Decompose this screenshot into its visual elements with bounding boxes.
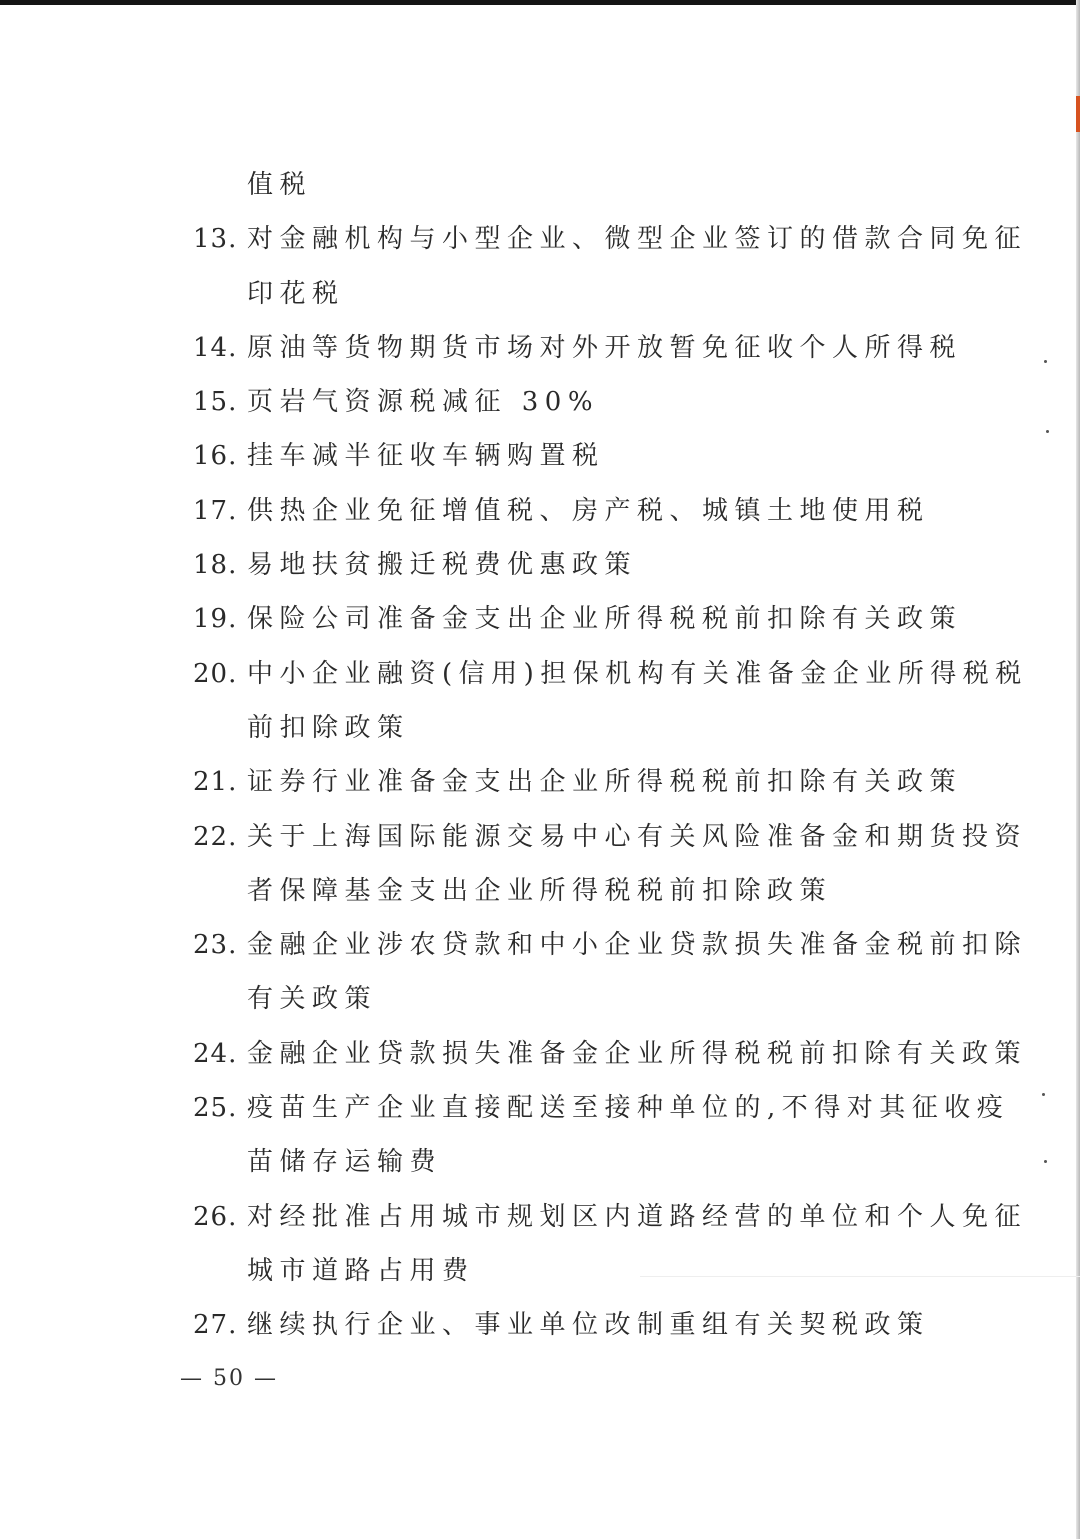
item-number: 14. — [193, 332, 238, 363]
item-text: 保险公司准备金支出企业所得税税前扣除有关政策 — [247, 604, 963, 635]
list-item — [193, 538, 951, 592]
item-text: 页岩气资源税减征 30% — [247, 387, 600, 418]
scan-top-border — [0, 0, 1080, 5]
item-text: 挂车减半征收车辆购置税 — [247, 441, 605, 472]
item-number: 20. — [193, 658, 238, 689]
document-body — [193, 158, 1028, 1353]
binding-mark — [1076, 96, 1080, 132]
list-item — [193, 1027, 1028, 1081]
list-item — [193, 1190, 1028, 1244]
list-item — [193, 375, 951, 429]
item-text: 对金融机构与小型企业、微型企业签订的借款合同免征 — [247, 224, 1028, 255]
item-number: 19. — [193, 604, 238, 635]
item-text: 前扣除政策 — [247, 712, 410, 743]
list-item — [193, 321, 963, 375]
list-item — [193, 592, 963, 646]
item-number: 24. — [193, 1038, 238, 1069]
item-text: 金融企业涉农贷款和中小企业贷款损失准备金税前扣除 — [247, 930, 1028, 961]
item-text: 苗储存运输费 — [247, 1147, 443, 1178]
item-number: 22. — [193, 821, 238, 852]
list-item — [193, 484, 951, 538]
list-item-continuation — [193, 1244, 951, 1298]
item-number: 15. — [193, 387, 238, 418]
item-number: 27. — [193, 1310, 238, 1341]
item-number: 23. — [193, 930, 238, 961]
item-text: 关于上海国际能源交易中心有关风险准备金和期货投资 — [247, 821, 1028, 852]
list-item — [193, 918, 1028, 972]
scan-speck — [1042, 1093, 1045, 1096]
item-text: 疫苗生产企业直接配送至接种单位的,不得对其征收疫 — [247, 1093, 1010, 1124]
item-text: 中小企业融资(信用)担保机构有关准备金企业所得税税 — [247, 658, 1028, 689]
item-text: 者保障基金支出企业所得税税前扣除政策 — [247, 875, 833, 906]
list-item — [193, 1298, 951, 1352]
page-number: — 50 — — [180, 1366, 278, 1391]
list-item-continuation — [193, 972, 951, 1026]
list-item — [193, 810, 1028, 864]
list-item — [193, 429, 951, 483]
item-text: 城市道路占用费 — [247, 1255, 475, 1286]
list-item-continuation — [193, 267, 951, 321]
scan-speck — [1044, 360, 1047, 363]
list-item-continuation — [193, 158, 951, 212]
item-number: 16. — [193, 441, 238, 472]
list-item — [193, 212, 1028, 266]
scan-speck — [1046, 430, 1049, 433]
item-text: 易地扶贫搬迁税费优惠政策 — [247, 550, 638, 581]
list-item — [193, 755, 963, 809]
item-number: 13. — [193, 224, 238, 255]
item-text: 有关政策 — [247, 984, 378, 1015]
item-text: 原油等货物期货市场对外开放暂免征收个人所得税 — [247, 332, 963, 363]
list-item — [193, 1081, 1010, 1135]
item-text: 金融企业贷款损失准备金企业所得税税前扣除有关政策 — [247, 1038, 1028, 1069]
item-text: 印花税 — [247, 278, 345, 309]
item-text: 继续执行企业、事业单位改制重组有关契税政策 — [247, 1310, 930, 1341]
item-number: 25. — [193, 1093, 238, 1124]
item-number: 17. — [193, 495, 238, 526]
item-number: 18. — [193, 550, 238, 581]
item-number: 21. — [193, 767, 238, 798]
list-item-continuation — [193, 701, 951, 755]
item-text: 供热企业免征增值税、房产税、城镇土地使用税 — [247, 495, 930, 526]
item-text: 证券行业准备金支出企业所得税税前扣除有关政策 — [247, 767, 963, 798]
list-item-continuation — [193, 1135, 951, 1189]
item-text: 对经批准占用城市规划区内道路经营的单位和个人免征 — [247, 1201, 1028, 1232]
scan-speck — [1044, 1160, 1047, 1163]
scan-right-edge — [1076, 0, 1080, 1539]
list-item-continuation — [193, 864, 951, 918]
item-text: 值税 — [247, 170, 313, 200]
list-item — [193, 647, 1028, 701]
item-number: 26. — [193, 1201, 238, 1232]
